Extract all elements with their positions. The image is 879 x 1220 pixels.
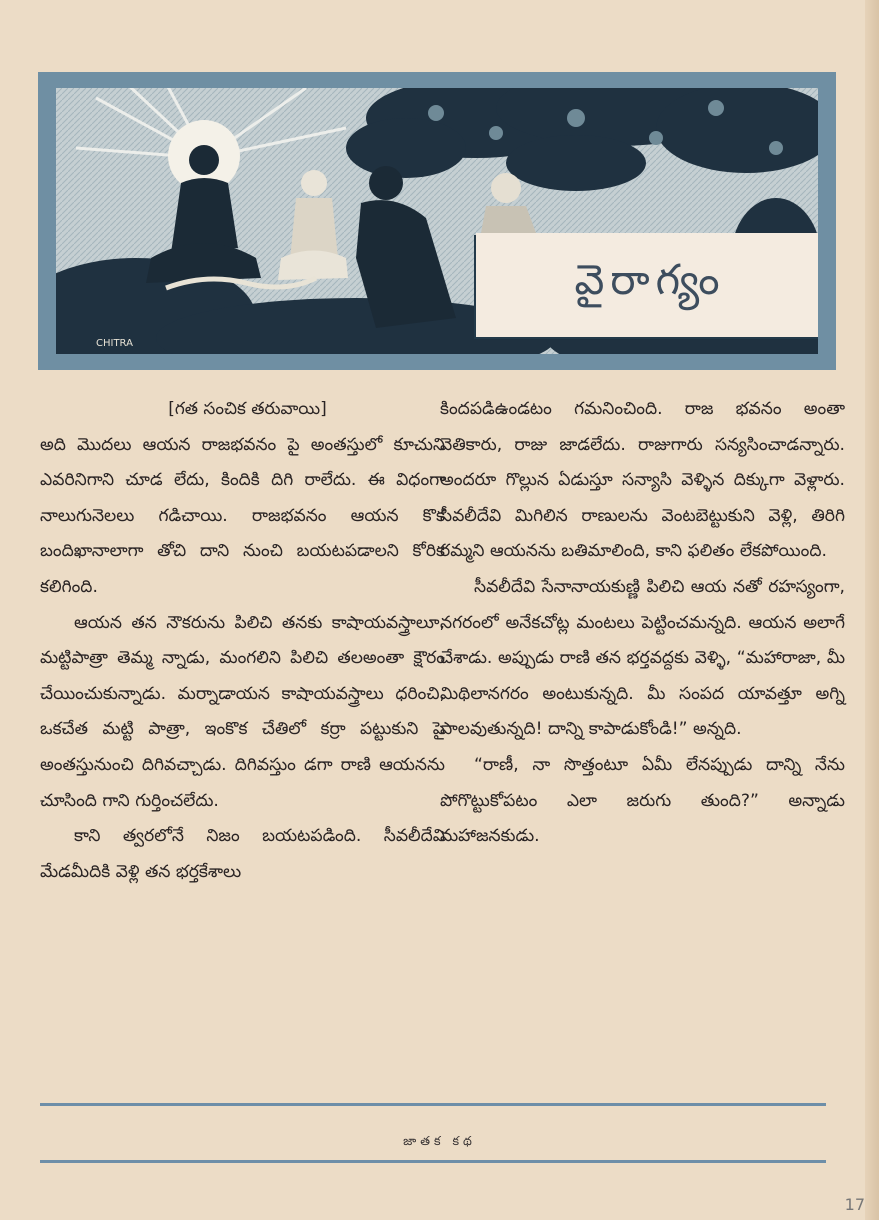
paragraph: కిందపడిఉండటం గమనించింది. రాజ భవనం అంతా వెతికారు, రాజు జాడలేదు. రాజుగారు సన్యసించాడన్నారు. అందరూ గొల్లున ఏడుస్తూ సన్యాసి వెళ్ళిన దిక్కుగా వెళ్లారు. సీవలీదేవి మిగిలిన రాణులను వెంటబెట్టుకుని వెళ్లి, తిరిగి రమ్మని ఆయనను బతిమాలింది, కాని ఫలితం లేకపోయింది. <box>440 399 845 562</box>
page-number: 17 <box>844 1195 865 1214</box>
continued-note: [గత సంచిక తరువాయి] <box>168 399 327 419</box>
footer-rule-top <box>40 1103 826 1106</box>
footer-rule-bottom <box>40 1160 826 1163</box>
left-column <box>40 392 445 890</box>
illustration <box>56 88 818 354</box>
page-edge <box>865 0 879 1220</box>
right-column <box>440 392 845 855</box>
title-box <box>476 233 818 337</box>
artist-signature: CHITRA <box>96 338 133 349</box>
paragraph: “రాణీ, నా సొత్తంటూ ఏమీ లేనప్పుడు దాన్ని నేను పోగొట్టుకోపటం ఎలా జరుగు తుంది?” అన్నాడు మహాజనకుడు. <box>440 754 845 847</box>
paragraph: కాని త్వరలోనే నిజం బయటపడింది. సీవలీదేవి మేడమీదికి వెళ్లి తన భర్తకేశాలు <box>40 826 445 882</box>
footer-title: జాతక కథ <box>403 1133 476 1148</box>
paragraph: ఆయన తన నౌకరును పిలిచి తనకు కాషాయవస్త్రాలూ, మట్టిపాత్రా తెమ్మ న్నాడు, మంగలిని పిలిచి తలఅంతా క్షౌరం చేయించుకున్నాడు. మర్నాడాయన కాషాయవస్త్రాలు ధరించి, ఒకచేత మట్టి పాత్రా, ఇంకొక చేతిలో కర్రా పట్టుకుని పై అంతస్తునుంచి దిగివచ్చాడు. దిగివస్తుం డగా రాణి ఆయనను చూసింది గాని గుర్తించలేదు. <box>40 612 445 811</box>
header-banner <box>38 72 836 370</box>
paragraph: సీవలీదేవి సేనానాయకుణ్ణి పిలిచి ఆయ నతో రహస్యంగా, నగరంలో అనేకచోట్ల మంటలు పెట్టించమన్నది. ఆయన అలాగే చేశాడు. అప్పుడు రాణి తన భర్తవద్దకు వెళ్ళి, “మహారాజా, మీ మిథిలానగరం అంటుకున్నది. మీ సంపద యావత్తూ అగ్ని పాలవుతున్నది! దాన్ని కాపాడుకోండి!” అన్నది. <box>440 576 845 740</box>
paragraph: అది మొదలు ఆయన రాజభవనం పై అంతస్తులో కూచుని ఎవరినిగాని చూడ లేదు, కిందికి దిగి రాలేదు. ఈ విధంగా నాలుగునెలలు గడిచాయి. రాజభవనం ఆయన కొక బందిఖానాలాగా తోచి దాని నుంచి బయటపడాలని కోరిక కలిగింది. <box>40 434 445 597</box>
page-title: వైరాగ్యం <box>574 255 726 304</box>
